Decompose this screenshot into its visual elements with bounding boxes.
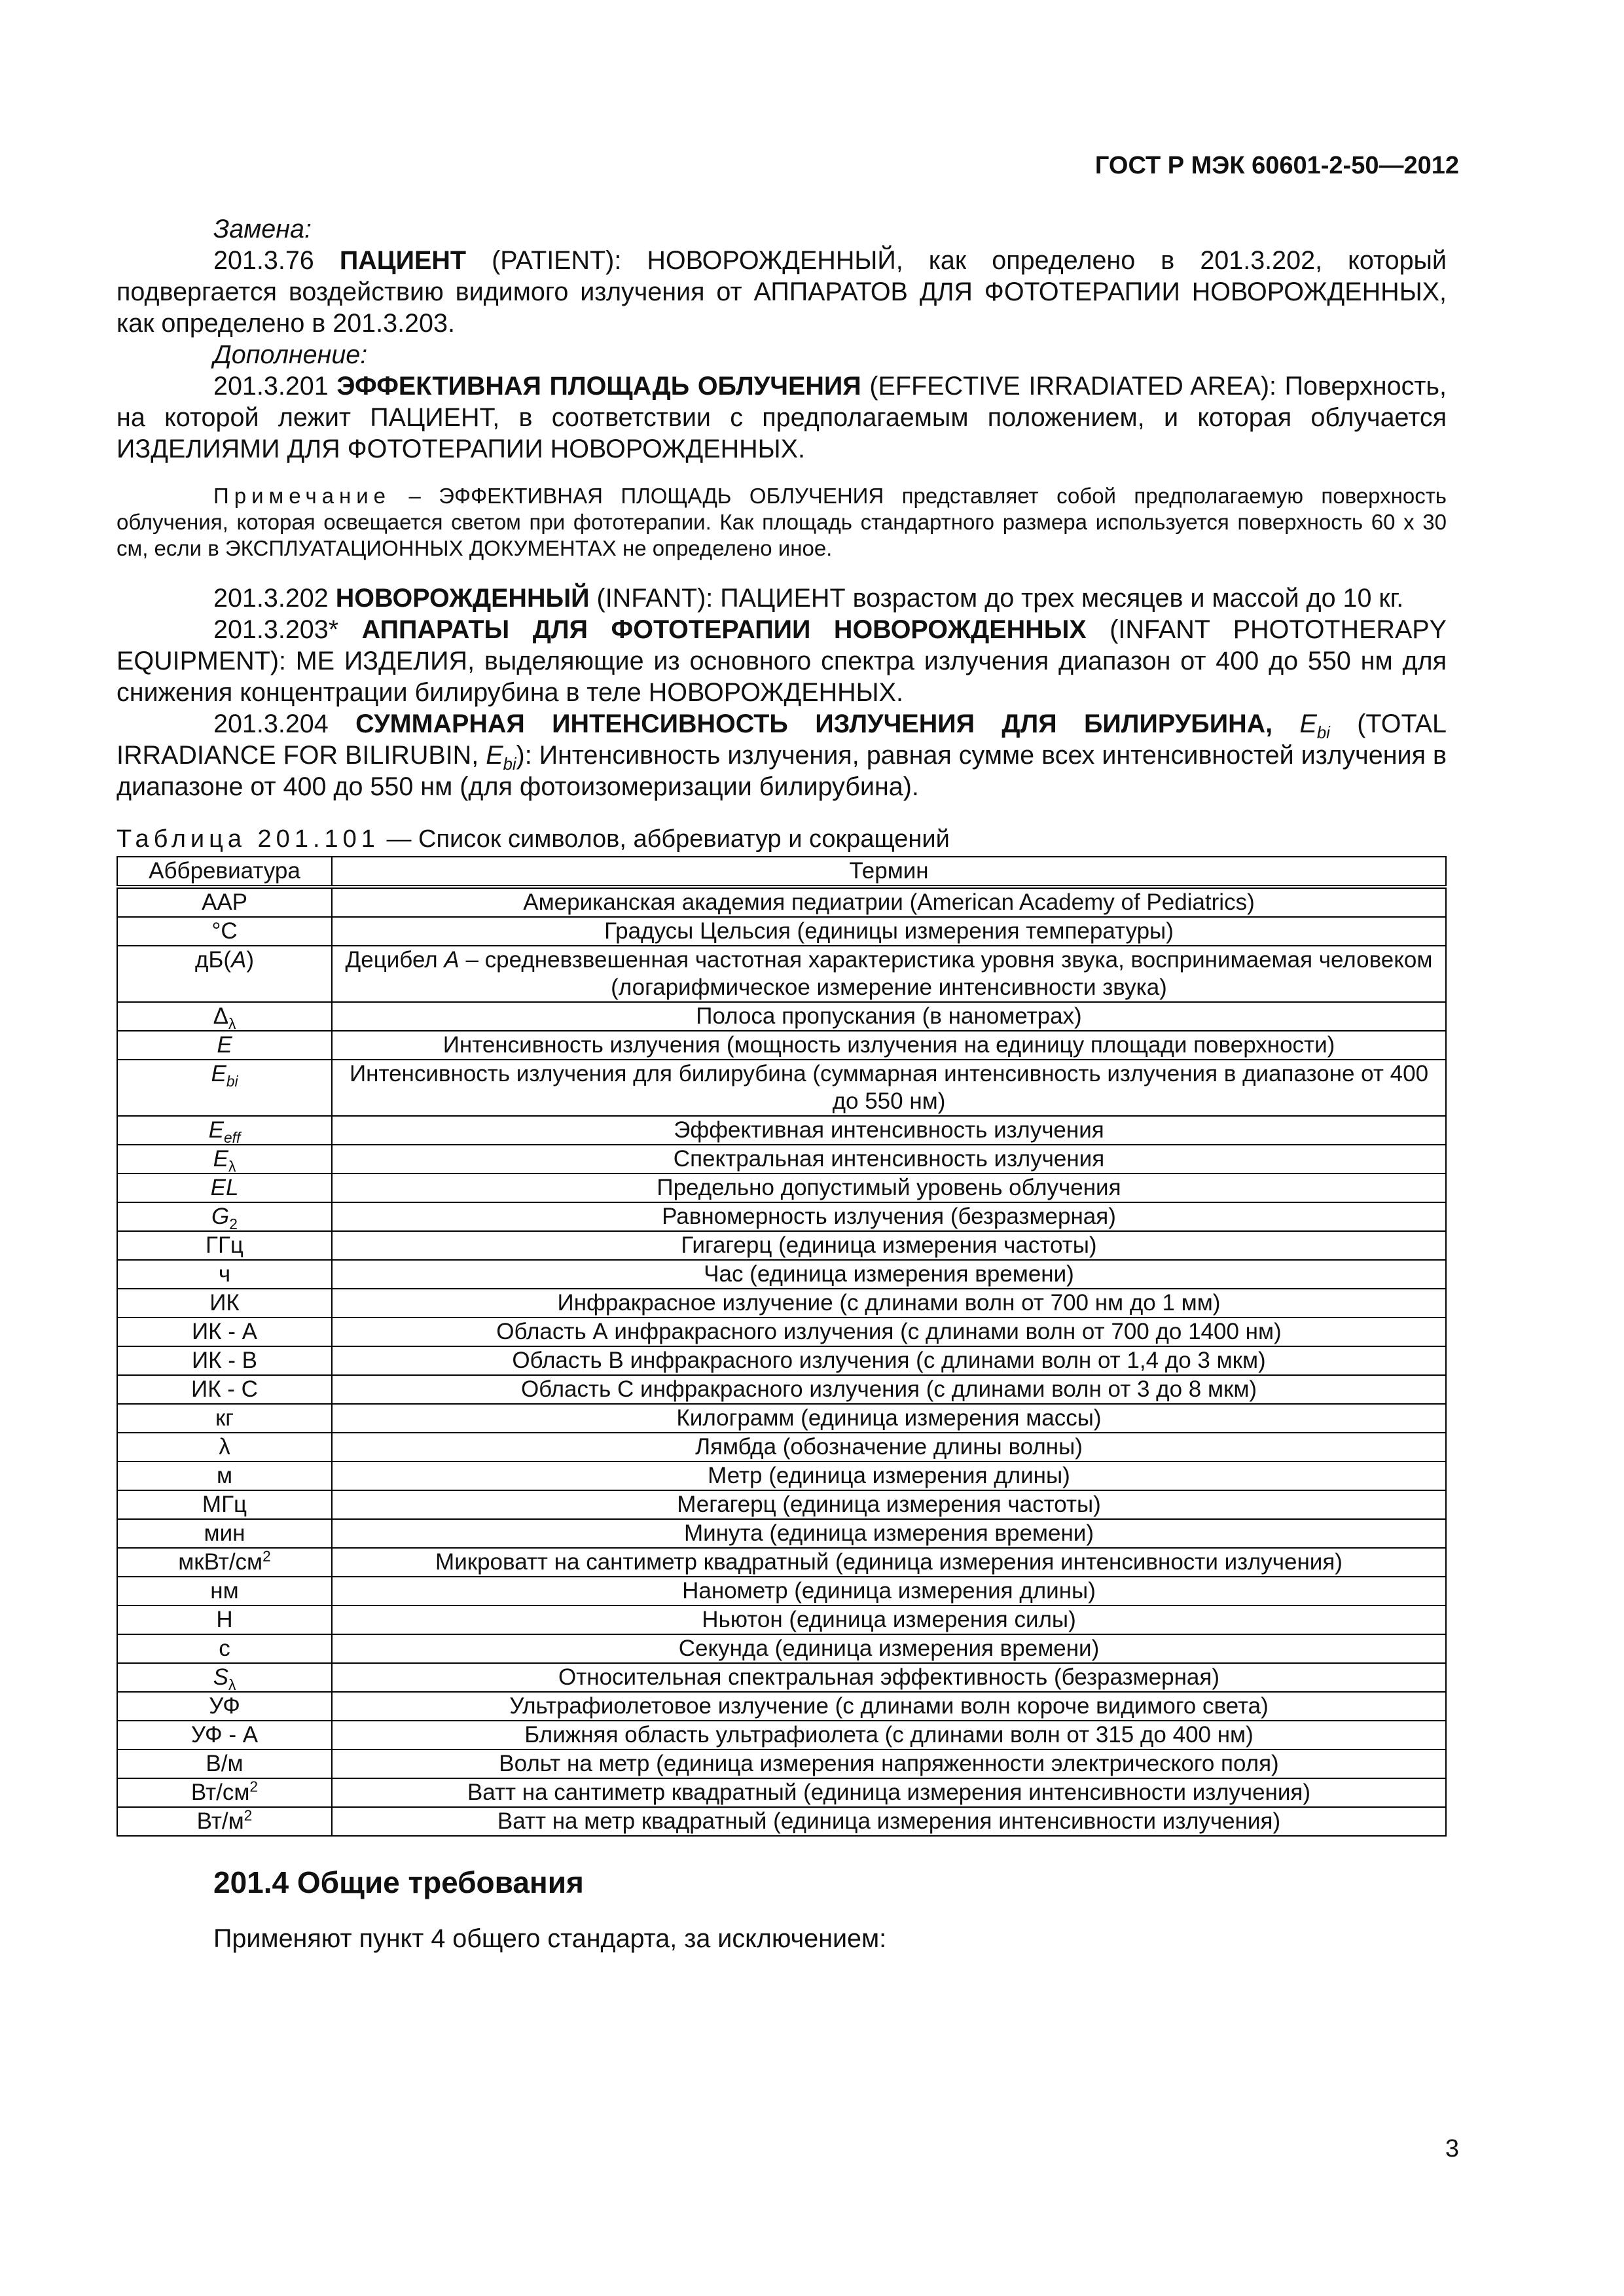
table-caption-text: — Список символов, аббревиатур и сокращений	[379, 825, 950, 853]
term-cell	[332, 1721, 1446, 1749]
term-text: Предельно допустимый уровень облучения	[657, 1175, 1121, 1200]
term-cell	[332, 1231, 1446, 1260]
table-row	[117, 946, 1446, 1002]
defined-term: НОВОРОЖДЕННЫЙ	[335, 584, 590, 613]
abbreviation-subscript: λ	[228, 1676, 236, 1693]
abbreviation-cell	[117, 1807, 332, 1836]
table-row	[117, 1605, 1446, 1634]
term-text: Область С инфракрасного излучения (с длинами волн от 3 до 8 мкм)	[520, 1376, 1257, 1402]
definition-patient	[117, 245, 1447, 339]
term-cell	[332, 1577, 1446, 1605]
term-text: Килограмм (единица измерения массы)	[676, 1405, 1102, 1431]
abbreviation-cell	[117, 1145, 332, 1174]
term-text: Минута (единица измерения времени)	[683, 1520, 1094, 1546]
abbreviation-cell	[117, 1605, 332, 1634]
abbreviation-text: В/м	[206, 1751, 244, 1776]
table-row	[117, 1433, 1446, 1462]
term-cell	[332, 1433, 1446, 1462]
note-label: Примечание	[213, 484, 391, 508]
term-text: Равномерность излучения (безразмерная)	[662, 1204, 1116, 1229]
definition-equipment	[117, 614, 1447, 708]
abbreviation-cell	[117, 1462, 332, 1490]
table-row	[117, 1375, 1446, 1404]
abbreviation-superscript: 2	[249, 1778, 259, 1795]
abbreviation-cell	[117, 1289, 332, 1318]
abbreviation-superscript: 2	[244, 1806, 253, 1824]
term-cell	[332, 1375, 1446, 1404]
clause-number: 201.3.201	[213, 372, 337, 401]
term-text: – средневзвешенная частотная характеристика уровня звука, воспринимаемая человеком (логарифмическое измерение интенсивности звука)	[459, 947, 1433, 1000]
abbreviation-cell	[117, 1548, 332, 1577]
abbreviation-text: A	[231, 947, 247, 973]
term-text: Интенсивность излучения для билирубина (суммарная интенсивность излучения в диапазоне от 400 до 550 нм)	[349, 1061, 1429, 1114]
term-text: Нанометр (единица измерения длины)	[682, 1578, 1096, 1604]
abbreviation-text: λ	[219, 1434, 230, 1460]
abbreviation-cell	[117, 887, 332, 917]
table-row	[117, 1174, 1446, 1202]
term-cell	[332, 887, 1446, 917]
term-cell	[332, 1519, 1446, 1548]
abbreviation-text: м	[216, 1463, 233, 1488]
term-text: Полоса пропускания (в нанометрах)	[696, 1003, 1082, 1029]
abbreviation-text: Δ	[213, 1003, 228, 1029]
abbreviation-cell	[117, 1174, 332, 1202]
term-cell	[332, 917, 1446, 946]
abbreviation-text: E	[211, 1061, 226, 1086]
term-cell	[332, 1634, 1446, 1663]
abbreviation-text: AAP	[201, 889, 248, 915]
term-cell	[332, 1778, 1446, 1807]
term-text: Эффективная интенсивность излучения	[674, 1117, 1104, 1143]
table-caption-label: Таблица 201.101	[117, 825, 380, 853]
abbreviation-text: °C	[211, 918, 238, 944]
term-cell	[332, 1174, 1446, 1202]
abbreviation-subscript: 2	[229, 1215, 238, 1232]
term-cell	[332, 1318, 1446, 1346]
term-cell	[332, 1490, 1446, 1519]
abbreviation-text: мин	[204, 1520, 245, 1546]
table-row	[117, 1749, 1446, 1778]
clause-number: 201.3.204	[213, 709, 356, 738]
definition-text: (INFANT): ПАЦИЕНТ возрастом до трех месяцев и массой до 10 кг.	[589, 584, 1404, 613]
abbreviation-text: ч	[218, 1261, 231, 1287]
term-cell	[332, 1692, 1446, 1721]
abbreviation-text: Н	[216, 1607, 233, 1632]
term-cell	[332, 1462, 1446, 1490]
table-row	[117, 1002, 1446, 1031]
abbreviation-cell	[117, 1634, 332, 1663]
abbreviation-cell	[117, 1692, 332, 1721]
clause-number: 201.3.203*	[213, 615, 362, 644]
term-text: Метр (единица измерения длины)	[708, 1463, 1070, 1488]
abbreviation-cell	[117, 1231, 332, 1260]
abbreviation-text: ИК - В	[192, 1348, 257, 1373]
section-heading: 201.4 Общие требования	[213, 1865, 584, 1899]
document-header: ГОСТ Р МЭК 60601-2-50—2012	[1094, 152, 1459, 179]
column-header-abbreviation: Аббревиатура	[117, 857, 332, 887]
abbreviation-cell	[117, 1721, 332, 1749]
term-text: Область В инфракрасного излучения (с длинами волн от 1,4 до 3 мкм)	[512, 1348, 1266, 1373]
abbreviation-text: УФ	[209, 1693, 240, 1719]
term-text: Ватт на метр квадратный (единица измерения интенсивности излучения)	[497, 1808, 1281, 1834]
abbreviation-text: ИК	[209, 1290, 240, 1316]
term-text: Секунда (единица измерения времени)	[678, 1636, 1100, 1661]
abbreviation-cell	[117, 1202, 332, 1231]
abbreviation-text: Вт/м	[196, 1808, 244, 1834]
definition-text: (INFANT PHOTOTHERAPY EQUIPMENT): МЕ ИЗДЕЛИЯ, выделяющие из основного спектра излучения диапазон от 400 до 550 нм для снижения концентрации билирубина в теле НОВОРОЖДЕННЫХ.	[117, 615, 1447, 707]
table-row	[117, 1031, 1446, 1060]
definition-effective-area	[117, 370, 1447, 465]
abbreviation-text: УФ - А	[190, 1722, 259, 1748]
table-row	[117, 1519, 1446, 1548]
term-cell	[332, 1202, 1446, 1231]
abbreviation-cell	[117, 946, 332, 1002]
table-row	[117, 1778, 1446, 1807]
definition-text: (PATIENT): НОВОРОЖДЕННЫЙ, как определено в 201.3.202, который подвергается воздействию видимого излучения от АППАРАТОВ ДЛЯ ФОТОТЕРАПИИ НОВОРОЖДЕННЫХ, как определено в 201.3.203.	[117, 246, 1447, 338]
note	[117, 483, 1447, 562]
term-text: Интенсивность излучения (мощность излучения на единицу площади поверхности)	[442, 1032, 1335, 1058]
abbreviation-cell	[117, 1318, 332, 1346]
abbreviation-text: G	[211, 1204, 230, 1229]
abbreviation-cell	[117, 1116, 332, 1145]
term-text: А	[444, 947, 460, 973]
table-row	[117, 1346, 1446, 1375]
term-cell	[332, 1116, 1446, 1145]
abbreviation-text: EL	[210, 1175, 239, 1200]
abbreviation-text: S	[213, 1664, 228, 1690]
term-text: Час (единица измерения времени)	[704, 1261, 1074, 1287]
abbreviation-cell	[117, 1749, 332, 1778]
abbreviation-cell	[117, 1031, 332, 1060]
abbreviation-text: E	[208, 1117, 225, 1143]
table-row	[117, 1548, 1446, 1577]
term-cell	[332, 1002, 1446, 1031]
term-cell	[332, 1260, 1446, 1289]
abbreviation-text: ГГц	[206, 1232, 244, 1258]
note-text: – ЭФФЕКТИВНАЯ ПЛОЩАДЬ ОБЛУЧЕНИЯ представляет собой предполагаемую поверхность облучения, которая освещается светом при фототерапии. Как площадь стандартного размера используется поверхность 60 х 30 см, если в ЭКСПЛУАТАЦИОННЫХ ДОКУМЕНТАХ не определено иное.	[117, 484, 1447, 560]
page-number: 3	[1445, 2135, 1459, 2162]
table-row	[117, 1231, 1446, 1260]
definition-infant	[117, 583, 1447, 614]
abbreviation-text: с	[219, 1636, 230, 1661]
term-text: Лямбда (обозначение длины волны)	[695, 1434, 1083, 1460]
term-text: Область А инфракрасного излучения (с длинами волн от 700 до 1400 нм)	[496, 1319, 1282, 1344]
table-row	[117, 1202, 1446, 1231]
table-row	[117, 1145, 1446, 1174]
abbreviation-superscript: 2	[262, 1547, 271, 1565]
table-row	[117, 917, 1446, 946]
clause-number: 201.3.76	[213, 246, 340, 275]
abbreviation-text: Вт/см	[190, 1780, 250, 1805]
abbreviation-text: мкВт/см	[178, 1549, 263, 1575]
abbreviation-cell	[117, 917, 332, 946]
term-text: Спектральная интенсивность излучения	[673, 1146, 1105, 1172]
term-cell	[332, 1289, 1446, 1318]
term-cell	[332, 1031, 1446, 1060]
abbreviation-text: )	[246, 947, 255, 973]
abbreviation-subscript: λ	[228, 1158, 236, 1175]
term-text: Вольт на метр (единица измерения напряженности электрического поля)	[499, 1751, 1279, 1776]
table-body	[117, 887, 1446, 1836]
defined-term: ЭФФЕКТИВНАЯ ПЛОЩАДЬ ОБЛУЧЕНИЯ	[336, 372, 861, 401]
term-cell	[332, 946, 1446, 1002]
symbol: E	[1299, 709, 1317, 738]
term-text: Гигагерц (единица измерения частоты)	[681, 1232, 1097, 1258]
term-cell	[332, 1346, 1446, 1375]
definition-text: (TOTAL IRRADIANCE FOR BILIRUBIN,	[117, 709, 1447, 770]
term-cell	[332, 1663, 1446, 1692]
term-text: Ньютон (единица измерения силы)	[702, 1607, 1076, 1632]
term-text: Градусы Цельсия (единицы измерения температуры)	[604, 918, 1174, 944]
abbreviation-cell	[117, 1404, 332, 1433]
symbol-subscript: bi	[1316, 723, 1330, 742]
table-row	[117, 1692, 1446, 1721]
table-row	[117, 1260, 1446, 1289]
table-row	[117, 1060, 1446, 1116]
abbreviation-cell	[117, 1577, 332, 1605]
definition-text: ): Интенсивность излучения, равная сумме всех интенсивностей излучения в диапазоне от 400 до 550 нм (для фотоизомеризации билирубина).	[117, 741, 1447, 801]
term-cell	[332, 1145, 1446, 1174]
table-row	[117, 1634, 1446, 1663]
abbreviation-cell	[117, 1060, 332, 1116]
replacement-label: Замена:	[213, 215, 312, 243]
table-row	[117, 1318, 1446, 1346]
abbreviation-text: ИК - С	[191, 1376, 258, 1402]
abbreviation-cell	[117, 1346, 332, 1375]
term-cell	[332, 1749, 1446, 1778]
abbreviation-cell	[117, 1002, 332, 1031]
term-text: Относительная спектральная эффективность (безразмерная)	[558, 1664, 1219, 1690]
term-cell	[332, 1548, 1446, 1577]
table-row	[117, 1807, 1446, 1836]
term-text: Ближняя область ультрафиолета (с длинами волн от 315 до 400 нм)	[524, 1722, 1254, 1748]
abbreviation-cell	[117, 1778, 332, 1807]
definition-text: (EFFECTIVE IRRADIATED AREA): Поверхность, на которой лежит ПАЦИЕНТ, в соответствии с предполагаемым положением, и которая облучается ИЗДЕЛИЯМИ ДЛЯ ФОТОТЕРАПИИ НОВОРОЖДЕННЫХ.	[117, 372, 1447, 463]
defined-term: СУММАРНАЯ ИНТЕНСИВНОСТЬ ИЗЛУЧЕНИЯ ДЛЯ БИЛИРУБИНА,	[355, 709, 1273, 738]
term-cell	[332, 1404, 1446, 1433]
abbreviation-text: МГц	[202, 1492, 247, 1517]
term-text: Мегагерц (единица измерения частоты)	[677, 1492, 1101, 1517]
definition-total-irradiance	[117, 708, 1447, 802]
term-cell	[332, 1605, 1446, 1634]
term-text: Ватт на сантиметр квадратный (единица измерения интенсивности излучения)	[467, 1780, 1311, 1805]
term-text: Микроватт на сантиметр квадратный (единица измерения интенсивности излучения)	[435, 1549, 1343, 1575]
table-row	[117, 1404, 1446, 1433]
abbreviation-subscript: bi	[226, 1073, 238, 1090]
abbreviation-cell	[117, 1519, 332, 1548]
table-row	[117, 887, 1446, 917]
clause-number: 201.3.202	[213, 584, 336, 613]
term-text: Инфракрасное излучение (с длинами волн от 700 нм до 1 мм)	[557, 1290, 1221, 1316]
table-row	[117, 1663, 1446, 1692]
document-body	[117, 213, 1447, 1954]
defined-term: АППАРАТЫ ДЛЯ ФОТОТЕРАПИИ НОВОРОЖДЕННЫХ	[361, 615, 1087, 644]
term-text: Американская академия педиатрии (American Academy of Pediatrics)	[523, 889, 1255, 915]
table-row	[117, 1289, 1446, 1318]
addition-label: Дополнение:	[213, 340, 368, 369]
abbreviation-cell	[117, 1260, 332, 1289]
column-header-term: Термин	[332, 857, 1446, 887]
table-row	[117, 1721, 1446, 1749]
abbreviation-cell	[117, 1433, 332, 1462]
section-text: Применяют пункт 4 общего стандарта, за исключением:	[213, 1924, 887, 1953]
abbreviation-subscript: λ	[228, 1015, 236, 1032]
abbreviation-text: E	[213, 1146, 228, 1172]
abbreviation-cell	[117, 1375, 332, 1404]
abbreviation-text: дБ(	[194, 947, 232, 973]
abbreviation-cell	[117, 1490, 332, 1519]
term-cell	[332, 1060, 1446, 1116]
table-header-row	[117, 857, 1446, 887]
table-row	[117, 1116, 1446, 1145]
term-text: Ультрафиолетовое излучение (с длинами волн короче видимого света)	[509, 1693, 1269, 1719]
table-caption	[117, 825, 1447, 853]
symbol: E	[486, 741, 503, 770]
term-text: Децибел	[345, 947, 444, 973]
defined-term: ПАЦИЕНТ	[339, 246, 467, 275]
symbol-subscript: bi	[503, 755, 516, 774]
abbreviation-text: ИК - А	[192, 1319, 257, 1344]
abbreviation-cell	[117, 1663, 332, 1692]
abbreviations-table	[117, 856, 1447, 1837]
abbreviation-text: E	[217, 1032, 232, 1058]
abbreviation-subscript: eff	[224, 1129, 241, 1146]
abbreviation-text: нм	[210, 1578, 239, 1604]
table-row	[117, 1577, 1446, 1605]
table-row	[117, 1462, 1446, 1490]
table-row	[117, 1490, 1446, 1519]
term-cell	[332, 1807, 1446, 1836]
abbreviation-text: кг	[215, 1405, 234, 1431]
